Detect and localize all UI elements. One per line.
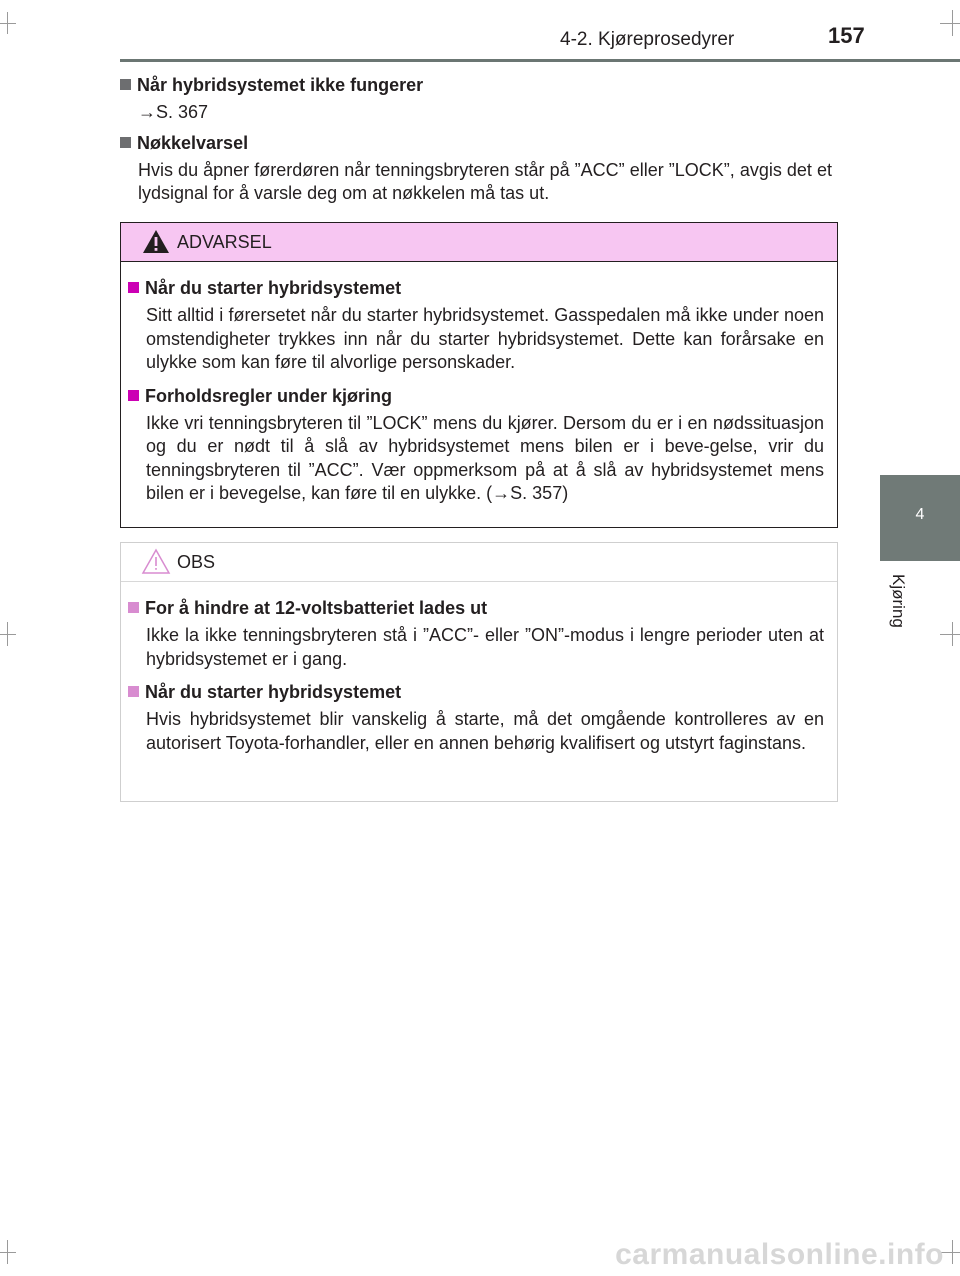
section-heading: Når hybridsystemet ikke fungerer [120,73,832,97]
warning-item-body: Sitt alltid i førersetet når du starter hybridsystemet. Gasspedalen må ikke under noen omstendigheter trykkes inn når du starter hybridsystemet. Dette kan forårsake en ulykke som kan føre til alvorlige personskader. [146,305,824,372]
warning-header [121,223,837,262]
section-key-warning [120,131,832,205]
warning-item-body: Ikke vri tenningsbryteren til ”LOCK” mens du kjører. Dersom du er i en nødssituasjon og du er nødt til å slå av hybridsystemet mens bilen er i beve-gelse, vrir du tenningsbryteren til ”ACC”. Vær oppmerksom på at å slå av hybridsystemet mens bilen er i bevegelse, kan føre til en ulykke. (→S. 357) [146,412,824,503]
warning-item-heading: Forholdsregler under kjøring [128,384,824,408]
notice-item-body: Ikke la ikke tenningsbryteren stå i ”ACC”- eller ”ON”-modus i lengre perioder uten at hybridsystemet er i gang. [146,625,824,669]
notice-box [120,542,838,802]
warning-item [128,276,824,375]
square-bullet-icon [128,390,139,401]
warning-title: ADVARSEL [177,232,272,252]
section-heading: Nøkkelvarsel [120,131,832,155]
header-rule [120,59,960,62]
warning-triangle-icon [141,228,171,255]
notice-title: OBS [177,552,216,572]
warning-item-heading: Når du starter hybridsystemet [128,276,824,300]
page-number: 157 [828,23,865,48]
page-reference-link[interactable]: →S. 367 [138,102,209,122]
notice-item-body: Hvis hybridsystemet blir vanskelig å starte, må det omgående kontrolleres av en autorisert Toyota-forhandler, eller en annen behørig kvalifisert og utstyrt faginstans. [146,709,824,753]
notice-item-heading: For å hindre at 12-voltsbatteriet lades ut [128,596,824,620]
warning-content [121,262,837,506]
section-hybrid-failure [120,73,832,124]
square-bullet-icon [128,686,139,697]
section-title: 4-2. Kjøreprosedyrer [560,29,735,50]
square-bullet-icon [128,602,139,613]
outline-triangle-icon [141,548,171,575]
notice-item-heading: Når du starter hybridsystemet [128,680,824,704]
square-bullet-icon [120,137,131,148]
warning-item [128,384,824,506]
warning-box [120,222,838,528]
watermark: carmanualsonline.info [615,1238,944,1271]
square-bullet-icon [128,282,139,293]
notice-content [121,582,837,755]
chapter-tab[interactable]: 4 [880,475,960,561]
chapter-label: Kjøring [889,574,908,628]
notice-header [121,543,837,582]
square-bullet-icon [120,79,131,90]
section-body: Hvis du åpner førerdøren når tenningsbryteren står på ”ACC” eller ”LOCK”, avgis det et lydsignal for å varsle deg om at nøkkelen må tas ut. [138,160,832,203]
notice-item [128,680,824,755]
notice-item [128,596,824,671]
